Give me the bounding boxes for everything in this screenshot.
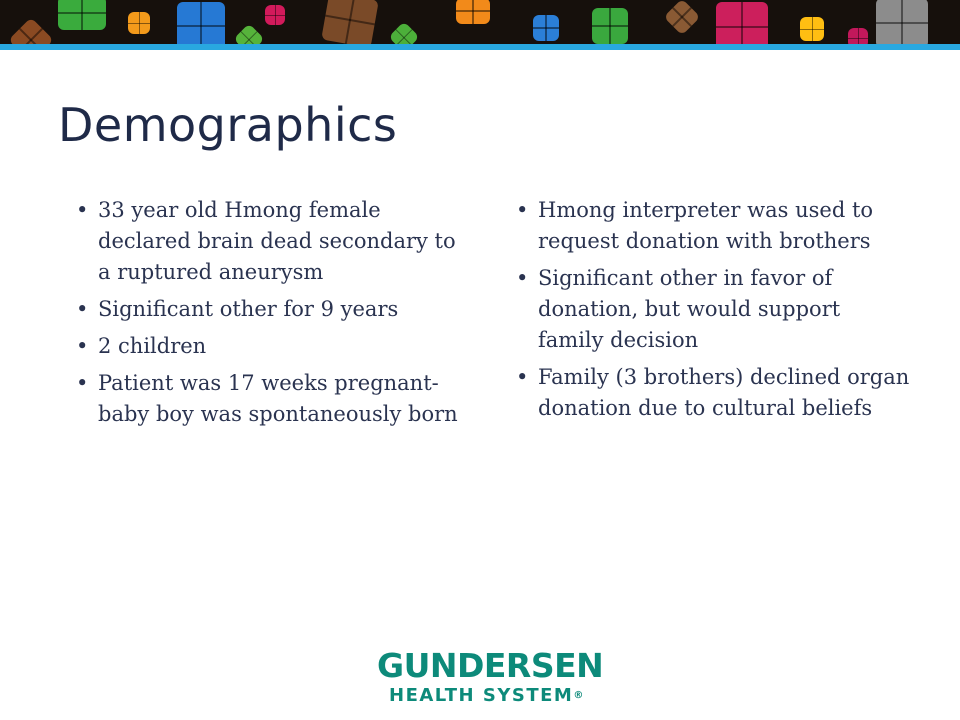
square-icon-pink [265, 5, 285, 25]
square-icon-green [58, 0, 106, 30]
bullet-icon: • [76, 198, 89, 222]
square-icon-pink [716, 2, 768, 50]
list-item [72, 331, 472, 362]
square-icon-green [592, 8, 628, 44]
square-icon-orange [456, 0, 490, 24]
bullet-text: 33 year old Hmong female declared brain dead secondary to a ruptured aneurysm [98, 198, 456, 284]
bullet-icon: • [76, 371, 89, 395]
bullet-icon: • [516, 266, 529, 290]
decorative-banner [0, 0, 960, 50]
bullet-text: Family (3 brothers) declined organ donation due to cultural beliefs [538, 365, 910, 420]
bullet-icon: • [76, 297, 89, 321]
registered-mark: ® [573, 690, 585, 701]
bullet-text: Hmong interpreter was used to request donation with brothers [538, 198, 874, 253]
logo-subtitle-text: HEALTH SYSTEM [389, 685, 574, 706]
bullet-text: Significant other for 9 years [98, 297, 399, 321]
list-item [512, 263, 912, 356]
bullet-icon: • [516, 365, 529, 389]
bullet-text: Significant other in favor of donation, but would support family decision [538, 266, 841, 352]
square-icon-blue [533, 15, 559, 41]
left-bullet-list [72, 195, 472, 436]
gundersen-logo [377, 646, 604, 708]
square-icon-orange [128, 12, 150, 34]
right-bullet-list [512, 195, 912, 430]
square-icon-brown [321, 0, 379, 48]
list-item [72, 294, 472, 325]
square-icon-orange [800, 17, 824, 41]
bullet-text: 2 children [98, 334, 207, 358]
banner-stripe [0, 44, 960, 50]
list-item [512, 362, 912, 424]
slide-title: Demographics [58, 98, 398, 152]
logo-wordmark: GUNDERSEN [377, 646, 604, 685]
list-item [72, 195, 472, 288]
square-icon-gray [876, 0, 928, 48]
bullet-text: Patient was 17 weeks pregnant-baby boy was spontaneously born [98, 371, 458, 426]
logo-subtitle [377, 684, 587, 708]
square-icon-brown [664, 0, 701, 35]
list-item [512, 195, 912, 257]
list-item [72, 368, 472, 430]
bullet-icon: • [516, 198, 529, 222]
bullet-icon: • [76, 334, 89, 358]
square-icon-blue [177, 2, 225, 50]
